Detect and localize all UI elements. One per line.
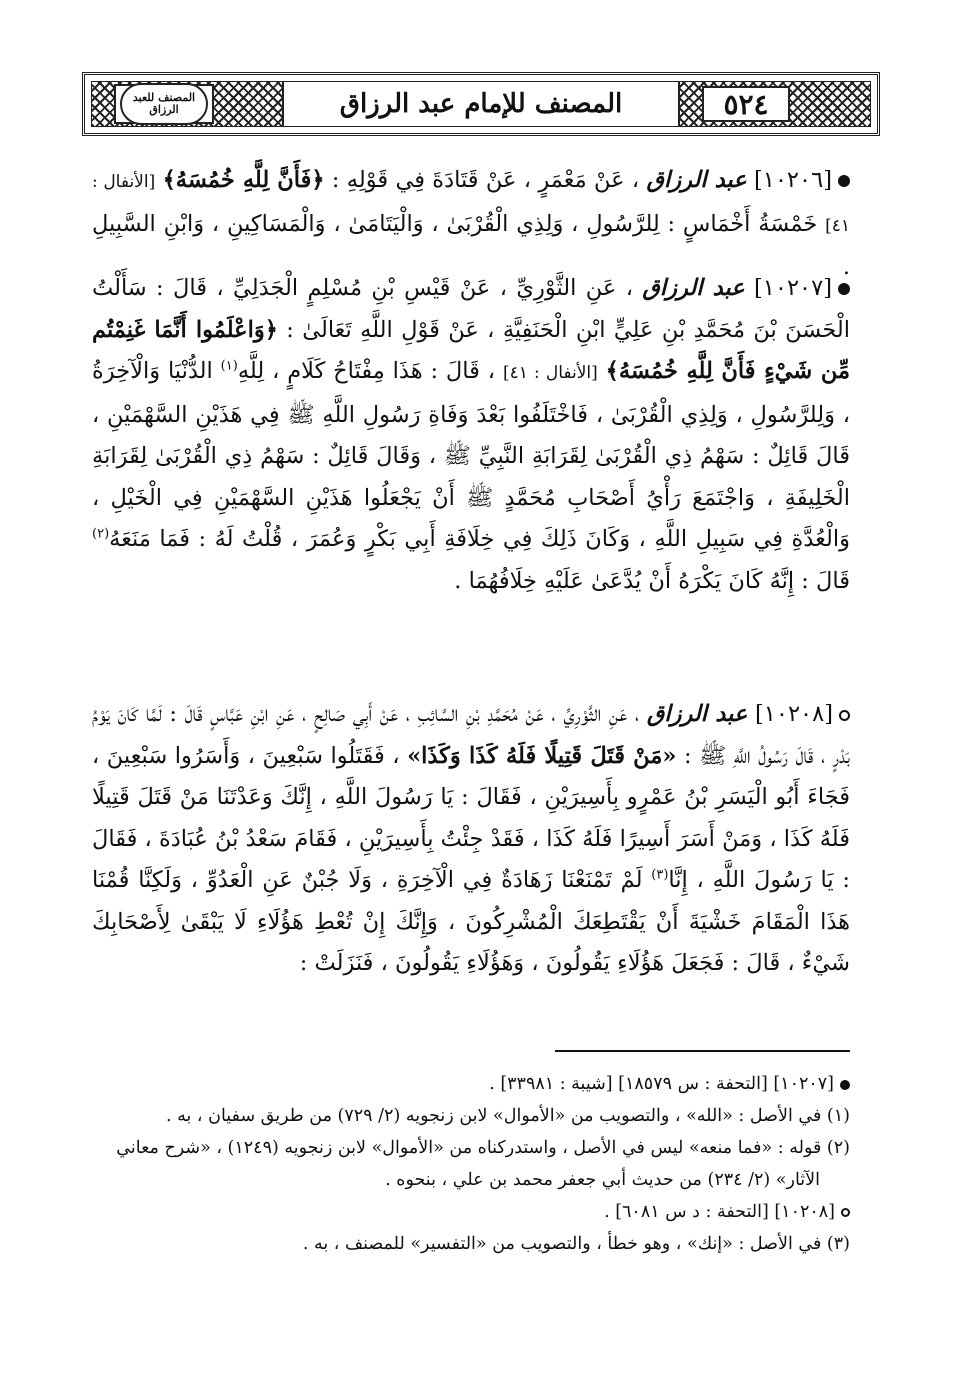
footnote-ref[interactable]: (١) xyxy=(220,358,238,374)
book-emblem: المصنف للعبد الرزاق xyxy=(120,83,208,125)
emblem-box xyxy=(114,84,214,124)
footnote-separator xyxy=(555,1050,850,1052)
footnote-3: (٣) في الأصل : «إنك» ، وهو خطأ ، والتصويب من «التفسير» للمصنف ، به . xyxy=(302,1234,850,1254)
page-header xyxy=(82,72,880,136)
quran-verse: ﴿فَأَنَّ لِلَّهِ خُمُسَهُ﴾ xyxy=(162,167,325,193)
entry-number: [١٠٢٠٦] xyxy=(753,167,832,193)
solid-bullet-icon xyxy=(838,175,850,187)
verse-reference: [الأنفال : ٤١] xyxy=(502,363,598,383)
entry-text: قَالَ : إِنَّهُ كَانَ يَكْرَهُ أَنْ يُدَّعَىٰ عَلَيْهِ خِلَافُهُمَا . xyxy=(454,567,850,594)
entry-text: خَمْسَةُ أَخْمَاسٍ : لِلرَّسُولِ ، وَلِذِي الْقُرْبَىٰ ، وَالْيَتَامَىٰ ، وَالْمَسَاكِينِ ، وَابْنِ السَّبِيلِ . xyxy=(92,210,850,280)
entry-author: عبد الرزاق xyxy=(646,167,747,193)
entry-10207 xyxy=(92,268,850,602)
entry-text: ، عَنْ مَعْمَرٍ ، عَنْ قَتَادَةَ فِي قَوْلِهِ : xyxy=(331,167,640,193)
hollow-bullet-icon xyxy=(839,710,850,721)
entry-text: الدُّنْيَا وَالْآخِرَةُ ، وَلِلرَّسُولِ ، وَلِذِي الْقُرْبَىٰ ، فَاخْتَلَفُوا بَعْدَ وَفَاةِ رَسُولِ اللَّهِ ﷺ فِي هَذَيْنِ السَّهْمَيْنِ ، قَالَ قَائِلٌ : سَهْمُ ذِي الْقُرْبَىٰ لِقَرَابَةِ النَّبِيِّ ﷺ ، وَقَالَ قَائِلٌ : سَهْمُ ذِي الْقُرْبَىٰ لِقَرَابَةِ الْخَلِيفَةِ ، وَاجْتَمَعَ رَأْيُ أَصْحَابِ مُحَمَّدٍ ﷺ أَنْ يَجْعَلُوا هَذَيْنِ السَّهْمَيْنِ فِي الْخَيْلِ ، وَالْعُدَّةِ فِي سَبِيلِ اللَّهِ ، وَكَانَ ذَلِكَ فِي خِلَافَةِ أَبِي بَكْرٍ وَعُمَرَ ، قُلْتُ لَهُ : فَمَا مَنَعَهُ xyxy=(92,358,850,552)
takhrij-10207 xyxy=(92,1068,850,1100)
footnote-ref[interactable]: (٢) xyxy=(92,526,110,542)
footnotes xyxy=(92,1068,850,1260)
entry-text: ، عَنِ الثَّوْرِيِّ ، عَنْ قَيْسِ بْنِ مُسْلِمٍ الْجَدَلِيِّ ، قَالَ : سَأَلْتُ الْحَسَنَ بْنَ مُحَمَّدِ بْنِ عَلِيٍّ ابْنِ الْحَنَفِيَّةِ ، عَنْ قَوْلِ اللَّهِ تَعَالَىٰ : xyxy=(92,275,850,343)
solid-bullet-icon xyxy=(840,1080,850,1090)
page-number: ٥٢٤ xyxy=(723,87,769,121)
footnote-ref[interactable]: (٣) xyxy=(651,867,669,883)
entry-text: ، عَنِ الثَّوْرِيِّ ، عَنْ مُحَمَّدِ بْنِ السَّائِبِ ، عَنْ أَبِي صَالِحٍ ، عَنِ ابْنِ عَبَّاسٍ قَالَ : لَمَّا كَانَ يَوْمُ بَدْرٍ ، قَالَ رَسُولُ اللَّهِ ﷺ : xyxy=(92,701,850,769)
entry-text: ، قَالَ : هَذَا مِفْتَاحُ كَلَامٍ ، لِلَّهِ xyxy=(237,358,496,384)
entry-author: عبد الرزاق xyxy=(642,275,745,301)
footnote-2: (٢) قوله : «فما منعه» ليس في الأصل ، واستدركناه من «الأموال» لابن زنجويه (١٢٤٩) ، «شرح معاني xyxy=(116,1138,850,1158)
header-ornament-band xyxy=(91,81,871,127)
header-title-box xyxy=(282,82,680,126)
takhrij-text: [١٠٢٠٧] [التحفة : س ١٨٥٧٩] [شيبة : ٣٣٩٨١] . xyxy=(489,1074,834,1094)
footnote-2-continued: الآثار» (٢/ ٢٣٤) من حديث أبي جعفر محمد بن علي ، بنحوه . xyxy=(385,1170,820,1190)
takhrij-text: [١٠٢٠٨] [التحفة : د س ٦٠٨١] . xyxy=(604,1202,835,1222)
quran-verse: ﴿وَاعْلَمُوا أَنَّمَا غَنِمْتُم مِّن شَيْءٍ فَأَنَّ لِلَّهِ خُمُسَهُ﴾ xyxy=(92,316,851,384)
takhrij-10208 xyxy=(92,1196,850,1228)
entry-author: عبد الرزاق xyxy=(646,701,748,727)
page-number-box xyxy=(702,86,790,122)
solid-bullet-icon xyxy=(838,283,850,295)
entry-text: ، فَقَتَلُوا سَبْعِينَ ، وَأَسَرُوا سَبْعِينَ ، فَجَاءَ أَبُو الْيَسَرِ بْنُ عَمْرٍو بِأَسِيرَيْنِ ، فَقَالَ : يَا رَسُولَ اللَّهِ ، إِنَّكَ وَعَدْتَنَا مَنْ قَتَلَ قَتِيلًا فَلَهُ كَذَا ، وَمَنْ أَسَرَ أَسِيرًا فَلَهُ كَذَا ، فَقَدْ جِئْتُ بِأَسِيرَيْنِ ، فَقَامَ سَعْدُ بْنُ عُبَادَةَ ، فَقَالَ : يَا رَسُولَ اللَّهِ ، إِنَّا xyxy=(92,742,850,893)
page-title: المصنف للإمام عبد الرزاق xyxy=(339,89,623,119)
footnote-1: (١) في الأصل : «الله» ، والتصويب من «الأموال» لابن زنجويه (٢/ ٧٢٩) من طريق سفيان ، به . xyxy=(165,1106,850,1126)
verse-reference: [الأنفال : ٤١] xyxy=(92,172,850,236)
entry-number: [١٠٢٠٧] xyxy=(754,275,833,301)
entry-10208 xyxy=(92,694,850,985)
entry-number: [١٠٢٠٨] xyxy=(755,701,833,727)
hollow-bullet-icon xyxy=(841,1208,850,1217)
hadith-quote: «مَنْ قَتَلَ قَتِيلًا فَلَهُ كَذَا وَكَذَا» xyxy=(407,742,677,769)
entry-text: لَمْ تَمْنَعْنَا زَهَادَةٌ فِي الْآخِرَةِ ، وَلَا جُبْنٌ عَنِ الْعَدُوِّ ، وَلَكِنَّا قُمْنَا هَذَا الْمَقَامَ خَشْيَةَ أَنْ يَقْتَطِعَكَ الْمُشْرِكُونَ ، وَإِنَّكَ إِنْ تُعْطِ هَؤُلَاءِ لَا يَبْقَىٰ لِأَصْحَابِكَ شَيْءٌ ، قَالَ : فَجَعَلَ هَؤُلَاءِ يَقُولُونَ ، وَهَؤُلَاءِ يَقُولُونَ ، فَنَزَلَتْ : xyxy=(92,867,850,976)
